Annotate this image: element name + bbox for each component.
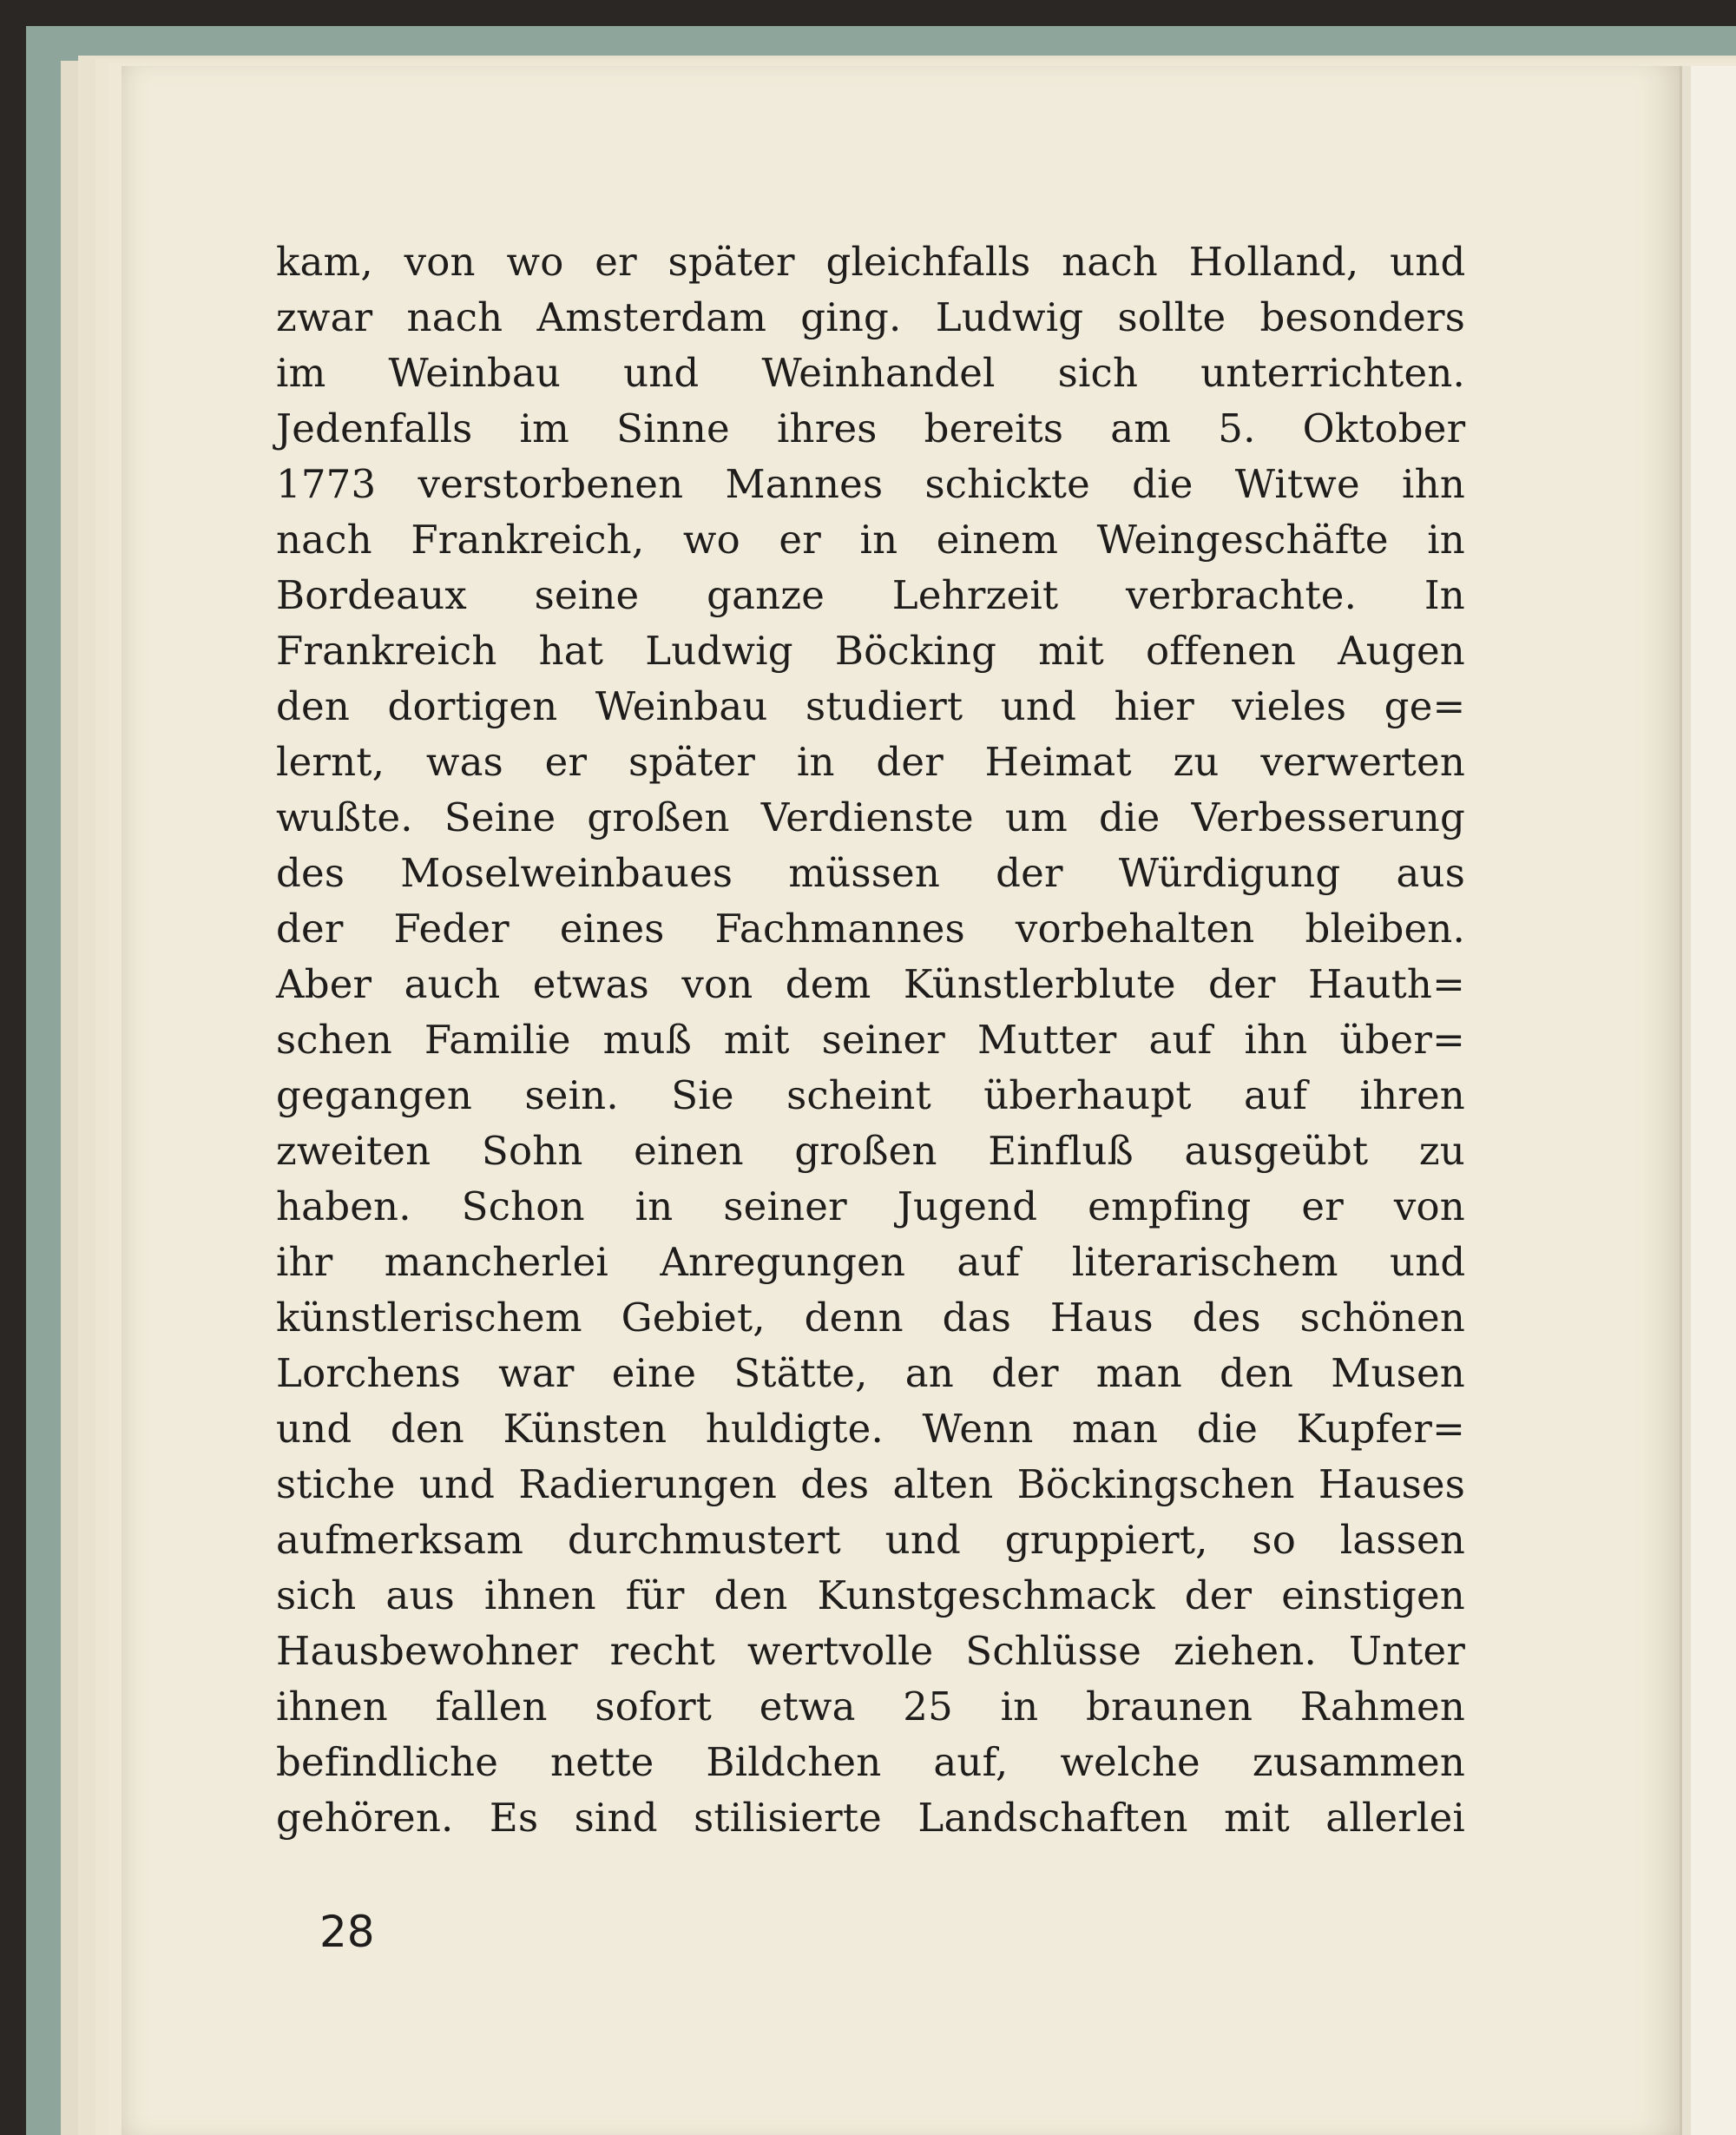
- text-line: zwar nach Amsterdam ging. Ludwig sollte besonders: [276, 294, 1465, 340]
- text-line: gehören. Es sind stilisierte Landschaften mit allerlei: [276, 1795, 1465, 1841]
- text-line: 1773 verstorbenen Mannes schickte die Witwe ihn: [276, 461, 1465, 507]
- text-line: wußte. Seine großen Verdienste um die Verbesserung: [276, 794, 1465, 840]
- text-line: stiche und Radierungen des alten Böckingschen Hauses: [276, 1461, 1465, 1507]
- text-line: und den Künsten huldigte. Wenn man die Kupfer=: [276, 1406, 1465, 1452]
- text-line: des Moselweinbaues müssen der Würdigung aus: [276, 850, 1465, 896]
- text-line: künstlerischem Gebiet, denn das Haus des schönen: [276, 1295, 1465, 1341]
- text-line: Bordeaux seine ganze Lehrzeit verbrachte. In: [276, 572, 1465, 618]
- text-line: der Feder eines Fachmannes vorbehalten bleiben.: [276, 906, 1465, 952]
- page-number: 28: [319, 1907, 375, 1957]
- facing-page: [1691, 66, 1736, 2135]
- text-line: aufmerksam durchmustert und gruppiert, so lassen: [276, 1517, 1465, 1563]
- text-line: Frankreich hat Ludwig Böcking mit offenen Augen: [276, 628, 1465, 674]
- text-line: den dortigen Weinbau studiert und hier vieles ge=: [276, 683, 1466, 729]
- text-line: ihnen fallen sofort etwa 25 in braunen Rahmen: [276, 1684, 1465, 1730]
- text-line: Aber auch etwas von dem Künstlerblute der Hauth=: [276, 961, 1465, 1007]
- text-line: befindliche nette Bildchen auf, welche zusammen: [276, 1739, 1465, 1785]
- text-line: zweiten Sohn einen großen Einfluß ausgeübt zu: [276, 1128, 1465, 1174]
- text-line: ihr mancherlei Anregungen auf literarischem und: [276, 1239, 1466, 1285]
- text-line: Hausbewohner recht wertvolle Schlüsse ziehen. Unter: [276, 1628, 1466, 1674]
- text-line: Jedenfalls im Sinne ihres bereits am 5. Oktober: [276, 405, 1466, 451]
- text-line: lernt, was er später in der Heimat zu verwerten: [276, 739, 1466, 785]
- text-line: sich aus ihnen für den Kunstgeschmack der einstigen: [276, 1572, 1465, 1618]
- text-line: Lorchens war eine Stätte, an der man den Musen: [276, 1350, 1465, 1396]
- text-line: gegangen sein. Sie scheint überhaupt auf ihren: [276, 1072, 1465, 1118]
- text-line: kam, von wo er später gleichfalls nach Holland, und: [276, 239, 1466, 285]
- text-line: schen Familie muß mit seiner Mutter auf ihn über=: [276, 1017, 1465, 1063]
- text-line: nach Frankreich, wo er in einem Weingeschäfte in: [276, 517, 1465, 563]
- body-text: [276, 234, 1465, 1846]
- text-line: haben. Schon in seiner Jugend empfing er von: [276, 1183, 1465, 1229]
- text-line: im Weinbau und Weinhandel sich unterrichten.: [276, 350, 1465, 396]
